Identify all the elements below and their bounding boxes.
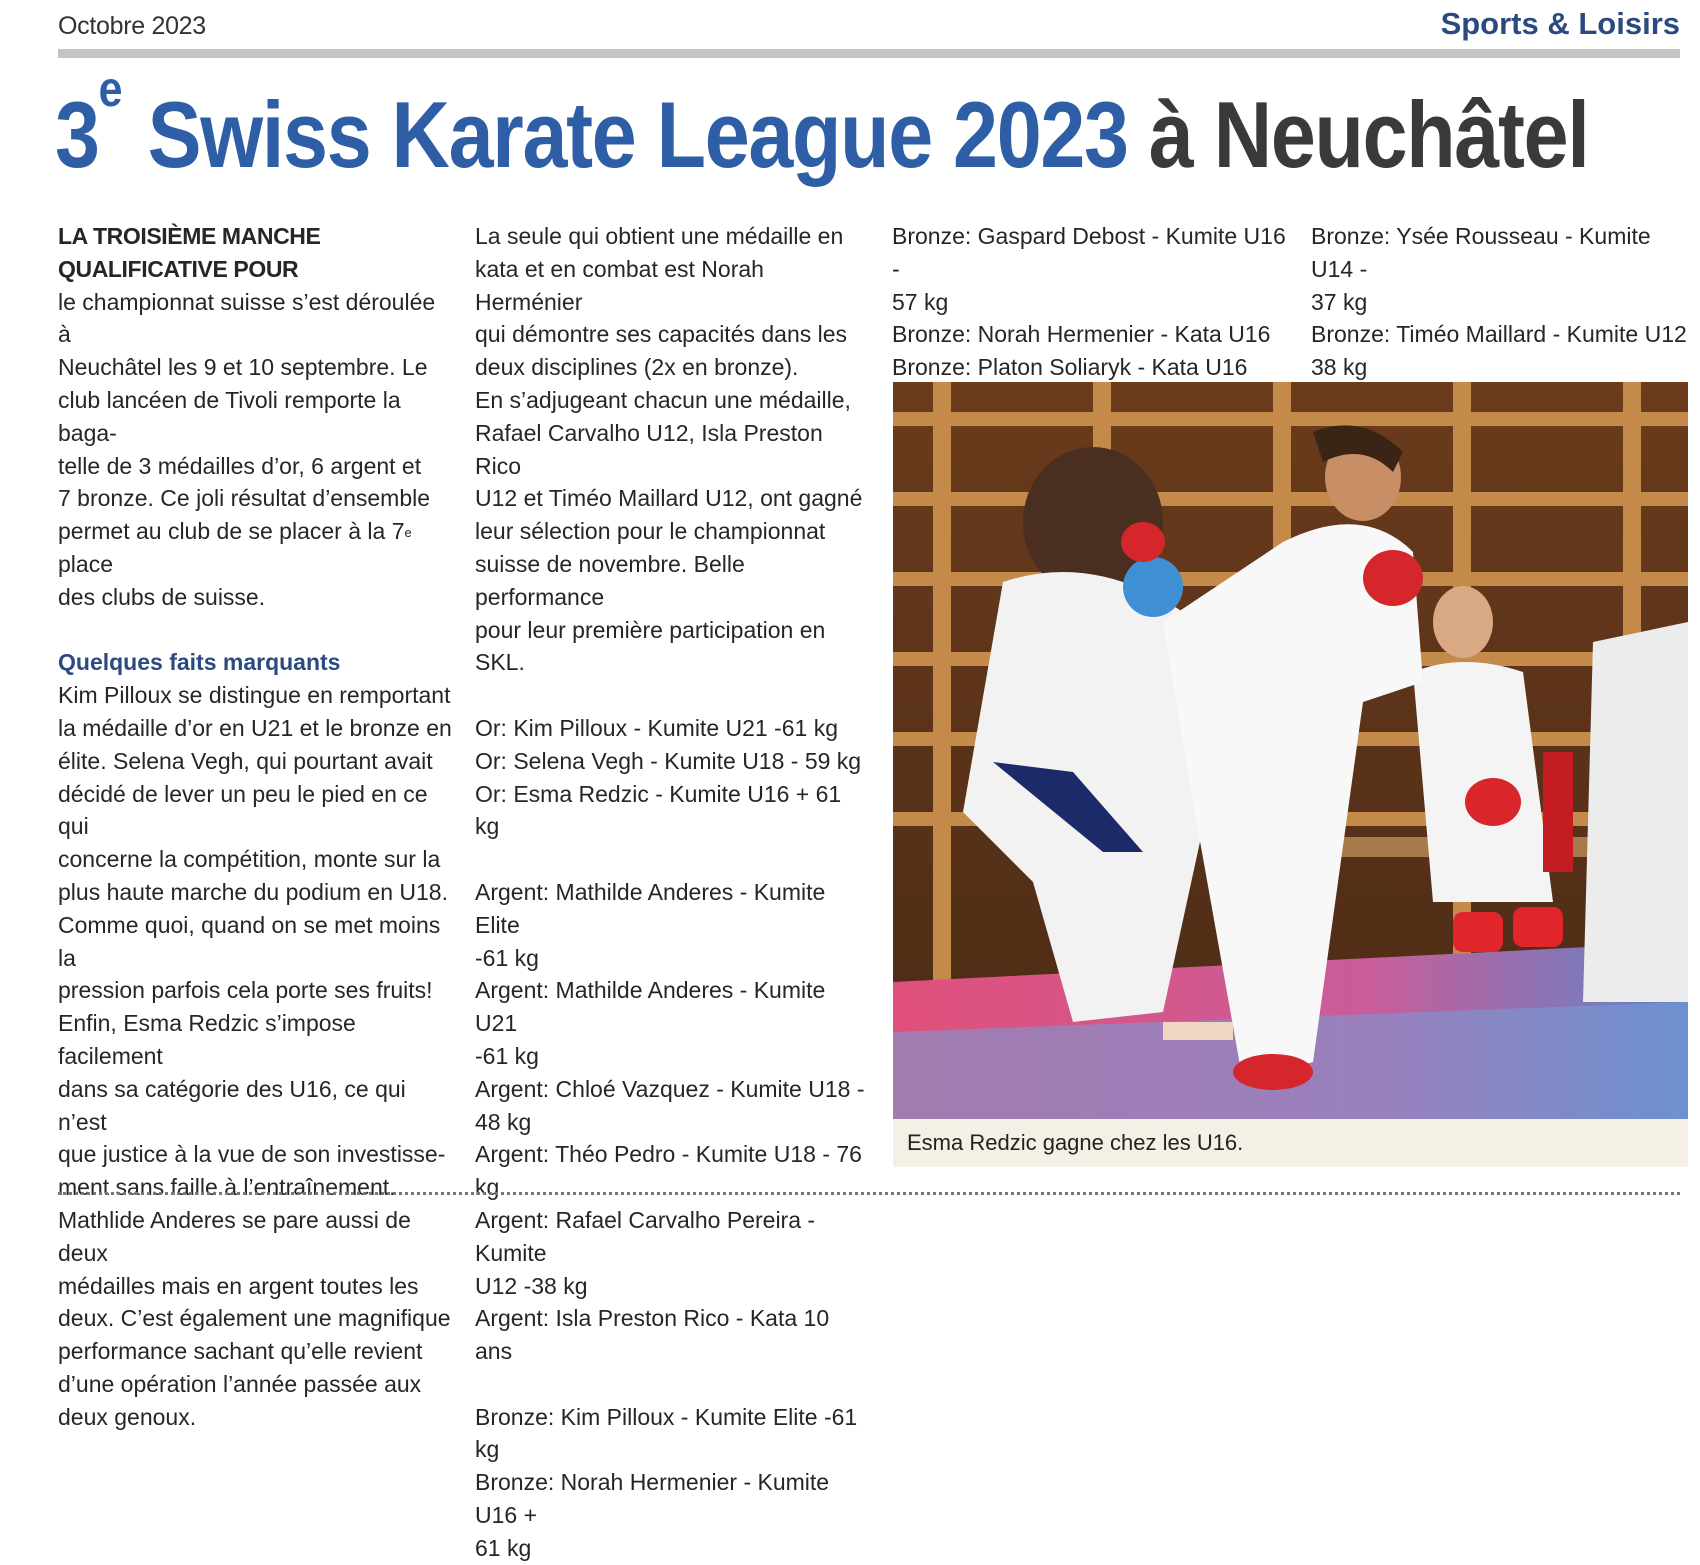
highlights-line: la médaille d’or en U21 et le bronze en [58, 714, 452, 741]
para-line: pour leur première participation en SKL. [475, 616, 826, 676]
gold-result: Or: Selena Vegh - Kumite U18 - 59 kg [475, 747, 862, 774]
highlights-line: décidé de lever un peu le pied en ce qui [58, 780, 428, 840]
intro-line: club lancéen de Tivoli remporte la baga- [58, 386, 401, 446]
intro-line: des clubs de suisse. [58, 583, 266, 610]
highlights-line: deux. C’est également une magnifique [58, 1305, 451, 1332]
highlights-line: Comme quoi, quand on se met moins la [58, 911, 441, 971]
header-divider [58, 49, 1680, 58]
headline-ordinal: 3 [55, 82, 99, 187]
karate-match-photo [893, 382, 1688, 1119]
silver-result: U12 -38 kg [475, 1272, 588, 1299]
silver-result: -61 kg [475, 1042, 539, 1069]
photo-caption: Esma Redzic gagne chez les U16. [907, 1130, 1244, 1155]
intro-line: le championnat suisse s’est déroulée à [58, 288, 436, 348]
issue-date: Octobre 2023 [58, 12, 206, 40]
bronze-result: Bronze: Ysée Rousseau - Kumite U14 - [1311, 223, 1651, 282]
page-header [0, 0, 1700, 60]
highlights-line: pression parfois cela porte ses fruits! [58, 977, 433, 1004]
silver-result: Argent: Mathilde Anderes - Kumite Elite [475, 878, 826, 938]
bronze-result: 57 kg [892, 288, 949, 315]
highlights-line: d’une opération l’année passée aux [58, 1370, 422, 1397]
bronze-result: Bronze: Gaspard Debost - Kumite U16 - [892, 223, 1286, 282]
bronze-result: 61 kg [475, 1534, 532, 1561]
intro-place-sup: e [404, 525, 412, 541]
gold-result: Or: Esma Redzic - Kumite U16 + 61 kg [475, 780, 842, 840]
highlights-line: Mathlide Anderes se pare aussi de deux [58, 1206, 411, 1266]
highlights-line: dans sa catégorie des U16, ce qui n’est [58, 1075, 406, 1135]
highlights-line: élite. Selena Vegh, qui pourtant avait [58, 747, 433, 774]
silver-result: 48 kg [475, 1108, 532, 1135]
headline-blue-part: Swiss Karate League 2023 [147, 82, 1128, 187]
highlights-line: Kim Pilloux se distingue en remportant [58, 682, 451, 709]
column-4 [1311, 220, 1691, 384]
para-line: suisse de novembre. Belle performance [475, 550, 745, 610]
para-line: Rafael Carvalho U12, Isla Preston Rico [475, 419, 823, 479]
intro-lead: LA TROISIÈME MANCHE QUALIFICATIVE POUR [58, 223, 321, 282]
silver-result: Argent: Isla Preston Rico - Kata 10 ans [475, 1305, 830, 1365]
silver-result: Argent: Mathilde Anderes - Kumite U21 [475, 977, 826, 1037]
bronze-result: 38 kg [1311, 354, 1368, 381]
para-line: La seule qui obtient une médaille en [475, 223, 844, 249]
para-line: kata et en combat est Norah Herménier [475, 255, 764, 315]
column-2 [475, 220, 870, 1565]
silver-result: Argent: Théo Pedro - Kumite U18 - 76 kg [475, 1141, 862, 1201]
para-line: En s’adjugeant chacun une médaille, [475, 386, 851, 413]
gold-result: Or: Kim Pilloux - Kumite U21 -61 kg [475, 714, 839, 741]
intro-place-before: permet au club de se placer à la 7 [58, 518, 405, 545]
intro-line-place [58, 515, 453, 581]
photo-frame [893, 382, 1688, 1167]
highlights-line: deux genoux. [58, 1403, 197, 1430]
highlights-line: ment sans faille à l’entraînement. [58, 1174, 396, 1201]
intro-line: 7 bronze. Ce joli résultat d’ensemble [58, 485, 431, 512]
intro-line: telle de 3 médailles d’or, 6 argent et [58, 452, 422, 479]
bronze-result: Bronze: Norah Hermenier - Kumite U16 + [475, 1469, 830, 1529]
bronze-result: 37 kg [1311, 288, 1368, 315]
intro-line: Neuchâtel les 9 et 10 septembre. Le [58, 354, 428, 381]
highlights-line: Enfin, Esma Redzic s’impose facilement [58, 1010, 356, 1069]
bronze-result: Bronze: Norah Hermenier - Kata U16 [892, 321, 1271, 348]
headline-dark-part: à Neuchâtel [1148, 82, 1589, 187]
highlights-line: médailles mais en argent toutes les [58, 1272, 419, 1299]
bronze-result: Bronze: Timéo Maillard - Kumite U12 [1311, 321, 1687, 348]
para-line: leur sélection pour le championnat [475, 518, 826, 545]
para-line: deux disciplines (2x en bronze). [475, 354, 799, 381]
column-1 [58, 220, 453, 1433]
column-3 [892, 220, 1287, 384]
para-line: U12 et Timéo Maillard U12, ont gagné [475, 485, 863, 512]
highlights-line: plus haute marche du podium en U18. [58, 878, 448, 905]
highlights-title: Quelques faits marquants [58, 649, 341, 676]
section-title: Sports & Loisirs [1440, 6, 1680, 41]
para-line: qui démontre ses capacités dans les [475, 321, 848, 348]
silver-result: Argent: Rafael Carvalho Pereira - Kumite [475, 1206, 816, 1266]
highlights-line: concerne la compétition, monte sur la [58, 846, 441, 873]
bottom-divider [58, 1192, 1680, 1195]
bronze-result: Bronze: Kim Pilloux - Kumite Elite -61 kg [475, 1403, 858, 1463]
bronze-result: Bronze: Platon Soliaryk - Kata U16 [892, 354, 1248, 381]
article-headline [55, 61, 1589, 200]
silver-result: -61 kg [475, 944, 539, 971]
intro-place-after: place [58, 550, 113, 577]
headline-ordinal-sup: e [98, 61, 122, 117]
highlights-line: que justice à la vue de son investisse- [58, 1141, 446, 1168]
highlights-line: performance sachant qu’elle revient [58, 1338, 423, 1365]
silver-result: Argent: Chloé Vazquez - Kumite U18 - [475, 1075, 865, 1102]
